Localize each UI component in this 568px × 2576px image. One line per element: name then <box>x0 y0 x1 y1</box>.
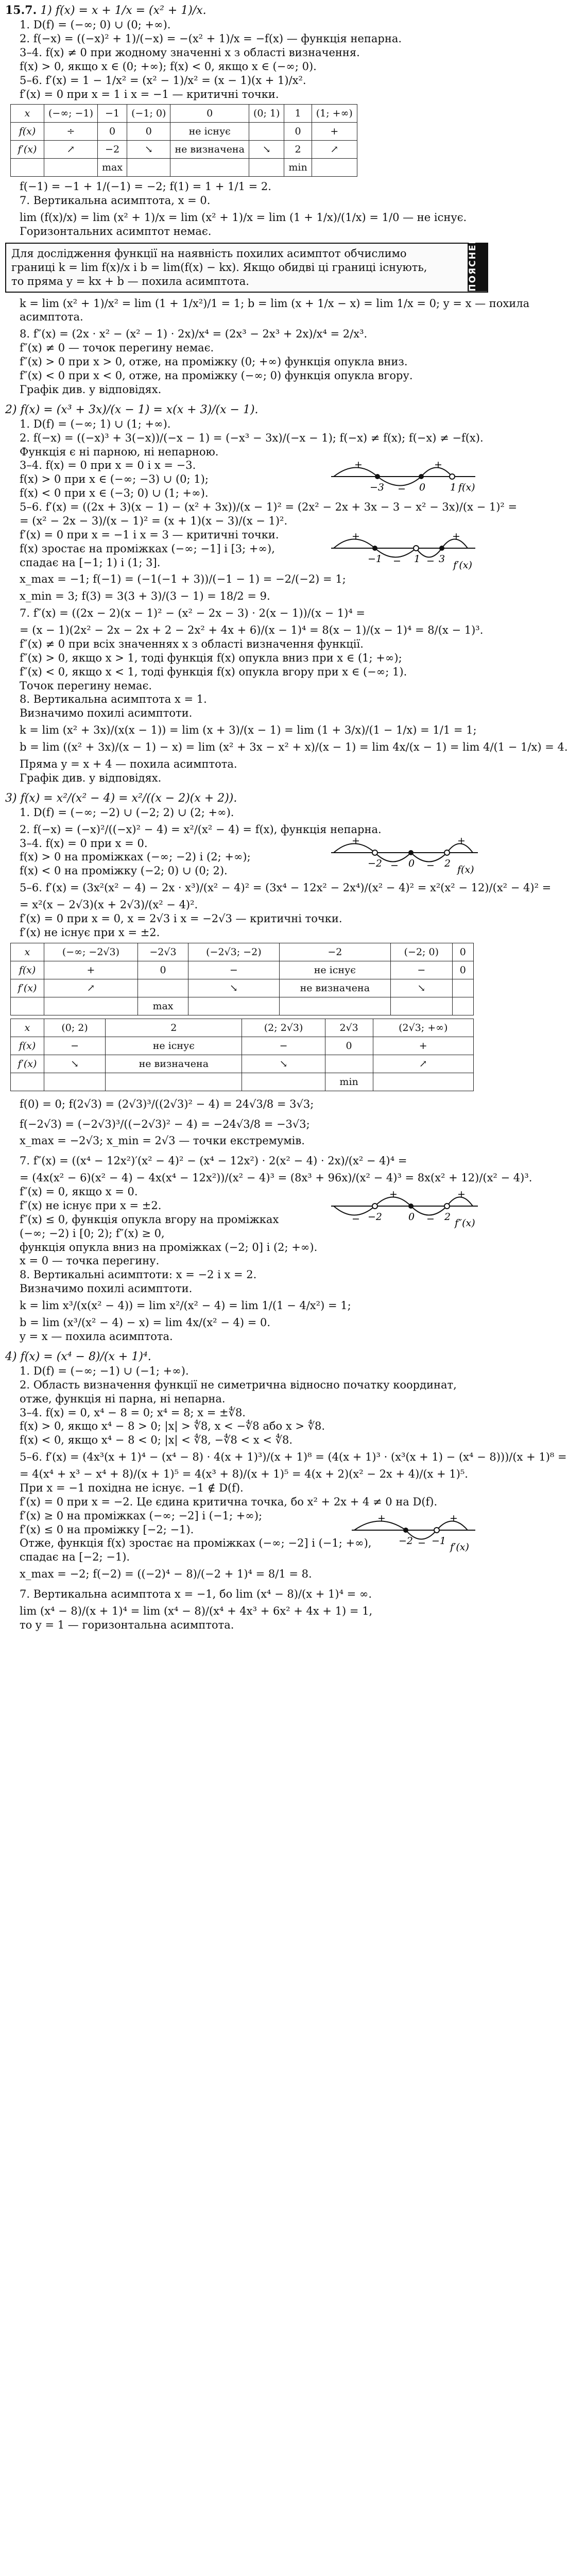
table-row <box>11 1073 474 1091</box>
part4-title: 4) f(x) = (x⁴ − 8)/(x + 1)⁴. <box>5 1350 151 1363</box>
table-cell: 0 <box>137 961 188 979</box>
number-line-svg <box>329 459 483 500</box>
table-row <box>11 123 357 141</box>
p4-line: 7. Вертикальна асимптота x = −1, бо lim (x⁴ − 8)/(x + 1)⁴ = ∞. <box>20 1588 372 1600</box>
table-cell: не існує <box>106 1037 242 1055</box>
p1-line: 3–4. f(x) ≠ 0 при жодному значенні x з області визначення. <box>20 46 360 59</box>
part3-title: 3) f(x) = x²/(x² − 4) = x²/((x − 2)(x + 2)). <box>5 791 237 805</box>
p3-line: 1. D(f) = (−∞; −2) ∪ (−2; 2) ∪ (2; +∞). <box>20 806 234 819</box>
sign-plus: + <box>452 530 460 542</box>
p3-line: 7. f″(x) = ((x⁴ − 12x²)′(x² − 4)² − (x⁴ − 12x²) · 2(x² − 4) · 2x)/(x² − 4)⁴ = <box>20 1155 407 1167</box>
table-cell: − <box>44 1037 106 1055</box>
table-cell: (−2√3; −2) <box>188 943 280 961</box>
point-marker <box>372 1204 377 1209</box>
table-cell: f(x) <box>11 961 44 979</box>
table-cell: ↗ <box>44 979 138 997</box>
p3-sign-table-1 <box>10 943 474 1015</box>
p1b-line: асимптота. <box>20 311 83 324</box>
table-cell: (2; 2√3) <box>242 1019 325 1037</box>
table-cell: + <box>373 1037 473 1055</box>
point-marker <box>372 546 377 551</box>
p3-line: 8. Вертикальні асимптоти: x = −2 і x = 2. <box>20 1268 257 1281</box>
p3-line: = x²(x − 2√3)(x + 2√3)/(x² − 4)². <box>20 899 198 911</box>
table-row <box>11 961 474 979</box>
point-marker <box>408 850 414 855</box>
sign-minus: − <box>390 859 399 871</box>
p4-line: то y = 1 — горизонтальна асимптота. <box>20 1618 234 1631</box>
p2-line: x_min = 3; f(3) = 3(3 + 3)/(3 − 1) = 18/2 = 9. <box>20 590 270 603</box>
table-cell: −2 <box>98 141 127 159</box>
nl-label: 0 <box>408 857 415 869</box>
nl-label: f′(x) <box>453 559 472 571</box>
p3-line: f′(x) = 0 при x = 0, x = 2√3 і x = −2√3 — критичні точки. <box>20 912 342 925</box>
table-cell <box>312 159 357 177</box>
table-cell: ÷ <box>44 123 98 141</box>
p4-line: отже, функція ні парна, ні непарна. <box>20 1392 226 1405</box>
number-line-svg <box>329 835 483 876</box>
p4-line: Отже, функція f(x) зростає на проміжках (−∞; −2] і (−1; +∞), <box>20 1537 372 1550</box>
p3-line: 3–4. f(x) = 0 при x = 0. <box>20 837 148 850</box>
p4-line: lim (x⁴ − 8)/(x + 1)⁴ = lim (x⁴ − 8)/(x⁴ + 4x³ + 6x² + 4x + 1) = 1, <box>20 1604 373 1617</box>
p1b-line: k = lim (x² + 1)/x² = lim (1 + 1/x²)/1 = 1; b = lim (x + 1/x − x) = lim 1/x = 0; y = x — похила <box>20 297 530 310</box>
p1-line: f′(x) = 0 при x = 1 і x = −1 — критичні точки. <box>20 88 279 100</box>
table-cell <box>373 1073 473 1091</box>
p2-line: = (x² − 2x − 3)/(x − 1)² = (x + 1)(x − 3)/(x − 1)². <box>20 514 288 527</box>
table-cell: не існує <box>279 961 390 979</box>
table-cell: не визначена <box>279 979 390 997</box>
table-cell: ↘ <box>242 1055 325 1073</box>
table-cell <box>11 997 44 1015</box>
sign-minus: − <box>426 555 435 567</box>
p2-line: f(x) > 0 при x ∈ (−∞; −3) ∪ (0; 1); <box>20 473 209 486</box>
p2-line: x_max = −1; f(−1) = (−1(−1 + 3))/(−1 − 1) = −2/(−2) = 1; <box>20 573 346 586</box>
table-cell: не визначена <box>106 1055 242 1073</box>
p2-line: f″(x) < 0, якщо x < 1, тоді функція f(x) опукла вгору при x ∈ (−∞; 1). <box>20 665 407 678</box>
p3-line: 2. f(−x) = (−x)²/((−x)² − 4) = x²/(x² − 4) = f(x), функція непарна. <box>20 823 382 836</box>
p1-line: f(−1) = −1 + 1/(−1) = −2; f(1) = 1 + 1/1 = 2. <box>20 180 271 193</box>
nl-label: 1 <box>414 553 421 565</box>
table-cell <box>279 997 390 1015</box>
sign-minus: − <box>426 1213 435 1225</box>
table-cell: (−∞; −1) <box>44 105 98 123</box>
table-row <box>11 979 474 997</box>
task-header <box>5 3 488 18</box>
nl-label: f(x) <box>457 863 474 875</box>
p4-line: f′(x) ≥ 0 на проміжках (−∞; −2] і (−1; +∞); <box>20 1509 263 1522</box>
point-marker <box>372 850 377 855</box>
table-row <box>11 141 357 159</box>
number-line-diagram <box>329 835 483 879</box>
table-cell <box>44 1073 106 1091</box>
p4-line: 5–6. f′(x) = (4x³(x + 1)⁴ − (x⁴ − 8) · 4(x + 1)³)/(x + 1)⁸ = (4(x + 1)³ · (x³(x + 1) − (x⁴ − 8)))/(x + 1)⁸ = <box>20 1451 567 1464</box>
table-cell <box>137 979 188 997</box>
sign-minus: − <box>426 859 435 871</box>
p1b-line: 8. f″(x) = (2x · x² − (x² − 1) · 2x)/x⁴ = (2x³ − 2x³ + 2x)/x⁴ = 2/x³. <box>20 328 368 341</box>
p2-line: f(x) зростає на проміжках (−∞; −1] і [3; +∞), <box>20 542 275 555</box>
sign-plus: + <box>457 1189 466 1200</box>
table-row <box>11 943 474 961</box>
table-cell: 2√3 <box>325 1019 373 1037</box>
point-marker <box>444 1204 450 1209</box>
table-cell: (1; +∞) <box>312 105 357 123</box>
p3-line: = (4x(x² − 6)(x² − 4) − 4x(x⁴ − 12x²))/(x² − 4)³ = (8x³ + 96x)/(x² − 4)³ = 8x(x² + 12)/(x² − 4)³. <box>20 1172 532 1184</box>
sign-minus: − <box>352 1213 360 1225</box>
nl-label: −1 <box>432 1535 446 1547</box>
nl-label: f(x) <box>458 482 475 494</box>
p2-line: 2. f(−x) = ((−x)³ + 3(−x))/(−x − 1) = (−x³ − 3x)/(−x − 1); f(−x) ≠ f(x); f(−x) ≠ −f(x). <box>20 431 484 444</box>
table-cell: −1 <box>98 105 127 123</box>
p4-line: 3–4. f(x) = 0, x⁴ − 8 = 0; x⁴ = 8; x = ±∜8. <box>20 1406 246 1419</box>
p3-line: 5–6. f′(x) = (3x²(x² − 4) − 2x · x³)/(x² − 4)² = (3x⁴ − 12x² − 2x⁴)/(x² − 4)² = x²(x² − 12)/(x² − 4)² = <box>20 882 552 894</box>
table-cell <box>106 1073 242 1091</box>
nl-label: −1 <box>368 553 383 565</box>
point-marker <box>434 1528 439 1533</box>
point-marker <box>439 546 444 551</box>
p3-line: x_max = −2√3; x_min = 2√3 — точки екстремумів. <box>20 1134 305 1147</box>
number-line-diagram <box>329 530 483 575</box>
p4-line: f′(x) = 0 при x = −2. Це єдина критична точка, бо x² + 2x + 4 ≠ 0 на D(f). <box>20 1495 438 1508</box>
sign-plus: + <box>389 1189 398 1200</box>
p2-line: b = lim ((x² + 3x)/(x − 1) − x) = lim (x² + 3x − x² + x)/(x − 1) = lim 4x/(x − 1) = lim 4/(1 − 1/x) = 4. <box>20 741 568 754</box>
table-cell: x <box>11 1019 44 1037</box>
p2-line: Визначимо похилі асимптоти. <box>20 707 193 720</box>
p4-line: f(x) > 0, якщо x⁴ − 8 > 0; |x| > ∜8, x < −∜8 або x > ∜8. <box>20 1420 325 1433</box>
table-row <box>11 997 474 1015</box>
table-cell: (2√3; +∞) <box>373 1019 473 1037</box>
table-cell: 1 <box>284 105 312 123</box>
table-cell: min <box>284 159 312 177</box>
p3-line: f(x) > 0 на проміжках (−∞; −2) і (2; +∞); <box>20 851 251 863</box>
nl-label: 2 <box>444 1211 451 1223</box>
p1b-line: f″(x) < 0 при x < 0, отже, на проміжку (−∞; 0) функція опукла вгору. <box>20 369 413 382</box>
table-row <box>11 1055 474 1073</box>
p2-line: 1. D(f) = (−∞; 1) ∪ (1; +∞). <box>20 417 171 430</box>
part1-title: 1) f(x) = x + 1/x = (x² + 1)/x. <box>40 4 206 17</box>
table-cell: − <box>390 961 452 979</box>
explanation-side-label: ПОЯСНЕННЯ <box>468 244 487 292</box>
table-cell <box>127 159 170 177</box>
table-cell <box>11 159 44 177</box>
table-cell <box>249 123 284 141</box>
p2-line: 5–6. f′(x) = ((2x + 3)(x − 1) − (x² + 3x))/(x − 1)² = (2x² − 2x + 3x − 3 − x² − 3x)/(x − 1)² = <box>20 501 518 514</box>
table-cell <box>44 997 138 1015</box>
number-line-diagram <box>329 1188 483 1233</box>
p3-line: f″(x) = 0, якщо x = 0. <box>20 1185 138 1198</box>
p3-line: f(−2√3) = (−2√3)³/((−2√3)² − 4) = −24√3/8 = −3√3; <box>20 1117 310 1130</box>
table-cell: 2 <box>284 141 312 159</box>
task-number: 15.7. <box>5 4 37 17</box>
p3-line: f′(x) не існує при x = ±2. <box>20 926 160 939</box>
p1-line: 1. D(f) = (−∞; 0) ∪ (0; +∞). <box>20 19 171 31</box>
p2-line: k = lim (x² + 3x)/(x(x − 1)) = lim (x + 3)/(x − 1) = lim (1 + 3/x)/(1 − 1/x) = 1/1 = 1; <box>20 724 477 737</box>
p2-line: f(x) < 0 при x ∈ (−3; 0) ∪ (1; +∞). <box>20 487 209 500</box>
table-cell: min <box>325 1073 373 1091</box>
p3-sign-table-2 <box>10 1019 474 1091</box>
nl-label: f″(x) <box>455 1217 475 1229</box>
p2-line: спадає на [−1; 1) і (1; 3]. <box>20 556 161 569</box>
p4-line: При x = −1 похідна не існує. −1 ∉ D(f). <box>20 1481 244 1494</box>
p4-line: f(x) < 0, якщо x⁴ − 8 < 0; |x| < ∜8, −∜8 < x < ∜8. <box>20 1434 293 1447</box>
table-cell: ↘ <box>127 141 170 159</box>
table-row <box>11 1037 474 1055</box>
part2-title: 2) f(x) = (x³ + 3x)/(x − 1) = x(x + 3)/(x − 1). <box>5 403 259 416</box>
nl-label: f′(x) <box>450 1541 469 1553</box>
table-cell <box>249 159 284 177</box>
p3-line: (−∞; −2) і [0; 2); f″(x) ≥ 0, <box>20 1227 165 1240</box>
sign-plus: + <box>434 459 442 471</box>
table-cell: (0; 2) <box>44 1019 106 1037</box>
sign-minus: − <box>393 555 401 567</box>
table-cell: (0; 1) <box>249 105 284 123</box>
p1-line: Горизонтальних асимптот немає. <box>20 225 212 238</box>
table-cell: f′(x) <box>11 1055 44 1073</box>
table-cell: 0 <box>325 1037 373 1055</box>
table-cell: не існує <box>170 123 249 141</box>
p3-line: f″(x) ≤ 0, функція опукла вгору на проміжках <box>20 1213 279 1226</box>
p3-line: k = lim x³/(x(x² − 4)) = lim x²/(x² − 4) = lim 1/(1 − 4/x²) = 1; <box>20 1299 351 1312</box>
sign-plus: + <box>352 530 360 542</box>
p3-line: f″(x) не існує при x = ±2. <box>20 1199 162 1212</box>
table-cell: ↘ <box>249 141 284 159</box>
p2-line: Точок перегину немає. <box>20 679 152 692</box>
table-cell <box>325 1055 373 1073</box>
p2-line: 7. f″(x) = ((2x − 2)(x − 1)² − (x² − 2x − 3) · 2(x − 1))/(x − 1)⁴ = <box>20 607 366 620</box>
table-cell: ↘ <box>188 979 280 997</box>
table-cell: ↗ <box>44 141 98 159</box>
table-cell: (−1; 0) <box>127 105 170 123</box>
sign-plus: + <box>352 835 360 846</box>
table-cell: x <box>11 105 44 123</box>
table-cell <box>44 159 98 177</box>
table-cell <box>11 1073 44 1091</box>
explanation-text: то пряма y = kx + b — похила асимптота. <box>11 275 249 287</box>
table-cell: max <box>98 159 127 177</box>
p4-line: 2. Область визначення функції не симетрична відносно початку координат, <box>20 1378 457 1391</box>
table-row <box>11 105 357 123</box>
sign-minus: − <box>398 483 406 495</box>
sign-plus: + <box>457 835 466 846</box>
table-cell: 0 <box>127 123 170 141</box>
table-cell: −2√3 <box>137 943 188 961</box>
table-cell: ↗ <box>312 141 357 159</box>
table-cell: − <box>242 1037 325 1055</box>
table-cell <box>390 997 452 1015</box>
p2-line: f′(x) = 0 при x = −1 і x = 3 — критичні точки. <box>20 528 279 541</box>
p4-line: = 4(x⁴ + x³ − x⁴ + 8)/(x + 1)⁵ = 4(x³ + 8)/(x + 1)⁵ = 4(x + 2)(x² − 2x + 4)/(x + 1)⁵. <box>20 1468 468 1480</box>
point-marker <box>408 1204 414 1209</box>
p1b-line: f″(x) > 0 при x > 0, отже, на проміжку (0; +∞) функція опукла вниз. <box>20 355 408 368</box>
explanation-text: границі k = lim f(x)/x і b = lim(f(x) − kx). Якщо обидві ці границі існують, <box>11 261 427 274</box>
table-cell: 0 <box>170 105 249 123</box>
table-cell: 0 <box>284 123 312 141</box>
p4-line: спадає на [−2; −1). <box>20 1551 130 1564</box>
p3-line: x = 0 — точка перегину. <box>20 1255 160 1267</box>
table-cell: − <box>188 961 280 979</box>
p2-line: Функція є ні парною, ні непарною. <box>20 445 219 458</box>
point-marker <box>414 546 419 551</box>
table-row <box>11 1019 474 1037</box>
nl-label: 2 <box>444 857 451 869</box>
p1b-line: f″(x) ≠ 0 — точок перегину немає. <box>20 342 214 354</box>
p1-line: lim (f(x)/x) = lim (x² + 1)/x = lim (x² + 1)/x = lim (1 + 1/x)/(1/x) = 1/0 — не існує. <box>20 211 467 224</box>
table-cell: f(x) <box>11 123 44 141</box>
table-cell: + <box>312 123 357 141</box>
p3-line: f(x) < 0 на проміжку (−2; 0) ∪ (0; 2). <box>20 865 228 877</box>
p4-line: x_max = −2; f(−2) = ((−2)⁴ − 8)/(−2 + 1)⁴ = 8/1 = 8. <box>20 1568 312 1581</box>
table-cell <box>242 1073 325 1091</box>
point-marker <box>403 1528 408 1533</box>
table-cell: ↗ <box>373 1055 473 1073</box>
nl-label: 0 <box>419 482 426 494</box>
p3-line: функція опукла вниз на проміжках (−2; 0] і (2; +∞). <box>20 1241 318 1253</box>
table-cell: 2 <box>106 1019 242 1037</box>
table-cell <box>170 159 249 177</box>
nl-label: −2 <box>399 1535 414 1547</box>
table-cell: ↘ <box>44 1055 106 1073</box>
p2-line: f″(x) > 0, якщо x > 1, тоді функція f(x) опукла вниз при x ∈ (1; +∞); <box>20 651 402 664</box>
number-line-svg <box>349 1512 483 1553</box>
table-cell: (−2; 0) <box>390 943 452 961</box>
p1-line: 5–6. f′(x) = 1 − 1/x² = (x² − 1)/x² = (x − 1)(x + 1)/x². <box>20 74 306 87</box>
table-cell: (−∞; −2√3) <box>44 943 138 961</box>
table-cell: −2 <box>279 943 390 961</box>
table-cell <box>452 979 473 997</box>
sign-plus: + <box>450 1512 458 1524</box>
table-row <box>11 159 357 177</box>
p1-line: f(x) > 0, якщо x ∈ (0; +∞); f(x) < 0, якщо x ∈ (−∞; 0). <box>20 60 317 73</box>
table-cell: 0 <box>452 961 473 979</box>
table-cell <box>188 997 280 1015</box>
table-cell: f′(x) <box>11 141 44 159</box>
table-cell: не визначена <box>170 141 249 159</box>
table-cell: ↘ <box>390 979 452 997</box>
point-marker <box>419 474 424 479</box>
p1-line: 7. Вертикальна асимптота, x = 0. <box>20 194 211 207</box>
p2-line: 8. Вертикальна асимптота x = 1. <box>20 693 207 706</box>
table-cell <box>452 997 473 1015</box>
p3-line: b = lim (x³/(x² − 4) − x) = lim 4x/(x² − 4) = 0. <box>20 1316 271 1329</box>
table-cell: + <box>44 961 138 979</box>
p3-line: y = x — похила асимптота. <box>20 1330 173 1343</box>
table-cell: x <box>11 943 44 961</box>
number-line-svg <box>329 1188 483 1229</box>
nl-label: 3 <box>439 553 445 565</box>
nl-label: 0 <box>408 1211 415 1223</box>
nl-label: −3 <box>370 482 385 494</box>
p1-line: 2. f(−x) = ((−x)² + 1)/(−x) = −(x² + 1)/x = −f(x) — функція непарна. <box>20 32 402 45</box>
table-cell: f′(x) <box>11 979 44 997</box>
number-line-svg <box>329 530 483 571</box>
sign-minus: − <box>418 1537 426 1549</box>
point-marker <box>444 850 450 855</box>
p1b-line: Графік див. у відповідях. <box>20 383 162 396</box>
point-marker <box>375 474 380 479</box>
nl-label: 1 <box>450 482 457 494</box>
p3-line: f(0) = 0; f(2√3) = (2√3)³/((2√3)² − 4) = 24√3/8 = 3√3; <box>20 1097 314 1110</box>
table-cell: 0 <box>98 123 127 141</box>
explanation-text: Для дослідження функції на наявність похилих асимптот обчислимо <box>11 247 407 260</box>
p2-line: = (x − 1)(2x² − 2x − 2x + 2 − 2x² + 4x + 6)/(x − 1)⁴ = 8(x − 1)/(x − 1)⁴ = 8/(x − 1)³. <box>20 624 484 637</box>
table-cell: f(x) <box>11 1037 44 1055</box>
p4-line: f′(x) ≤ 0 на проміжку [−2; −1). <box>20 1523 194 1536</box>
p2-line: f″(x) ≠ 0 при всіх значеннях x з області визначення функції. <box>20 637 364 650</box>
nl-label: −2 <box>368 1211 383 1223</box>
p2-line: 3–4. f(x) = 0 при x = 0 і x = −3. <box>20 459 196 472</box>
p3-line: Визначимо похилі асимптоти. <box>20 1282 193 1295</box>
p2-line: Графік див. у відповідях. <box>20 771 162 784</box>
table-cell: 0 <box>452 943 473 961</box>
nl-label: −2 <box>368 857 383 869</box>
sign-plus: + <box>377 1512 386 1524</box>
sign-plus: + <box>354 459 363 471</box>
number-line-diagram <box>329 459 483 503</box>
number-line-diagram <box>349 1512 483 1557</box>
p1-sign-table <box>10 104 357 177</box>
p2-line: Пряма y = x + 4 — похила асимптота. <box>20 757 237 770</box>
point-marker <box>450 474 455 479</box>
table-cell: max <box>137 997 188 1015</box>
p4-line: 1. D(f) = (−∞; −1) ∪ (−1; +∞). <box>20 1364 189 1377</box>
